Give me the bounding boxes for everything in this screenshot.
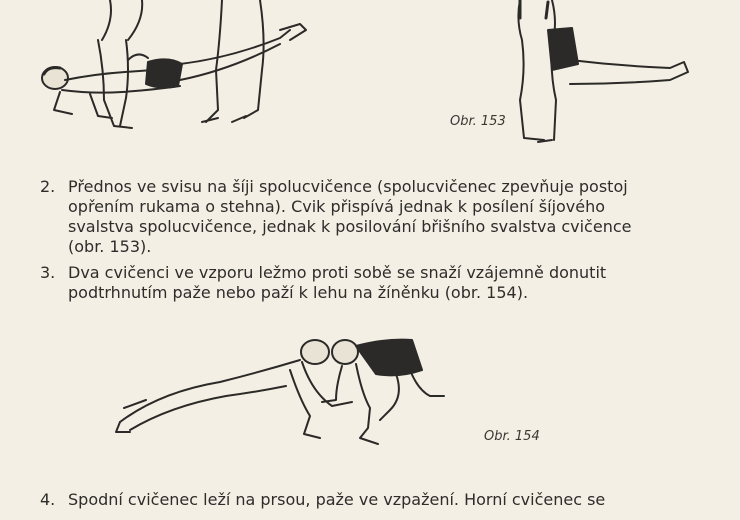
paragraph-line: Dva cvičenci ve vzporu ležmo proti sobě se snaží vzájemně donutit [68, 263, 607, 282]
figure-caption-153: Obr. 153 [450, 114, 506, 129]
list-item-2 [40, 177, 700, 257]
paragraph-line: Přednos ve svisu na šíji spolucvičence (spolucvičenec zpevňuje postoj [68, 177, 628, 196]
paragraph-line: (obr. 153). [68, 237, 152, 256]
list-item-4 [40, 490, 700, 510]
list-item-3 [40, 263, 700, 303]
paragraph-line: Spodní cvičenec leží na prsou, paže ve vzpažení. Horní cvičenec se [68, 490, 606, 509]
paragraph-line: opřením rukama o stehna). Cvik přispívá jednak k posílení šíjového [68, 197, 606, 216]
illustration-153-left [30, 0, 330, 140]
list-item-number: 4. [40, 490, 56, 509]
paragraph-line: svalstva spolucvičence, jednak k posilování břišního svalstva cvičence [68, 217, 632, 236]
figure-caption-154: Obr. 154 [484, 429, 540, 444]
illustration-154 [110, 330, 470, 450]
list-item-number: 3. [40, 263, 56, 282]
illustration-153-right [490, 0, 700, 145]
list-item-number: 2. [40, 177, 56, 196]
paragraph-line: podtrhnutím paže nebo paží k lehu na žíněnku (obr. 154). [68, 283, 529, 302]
